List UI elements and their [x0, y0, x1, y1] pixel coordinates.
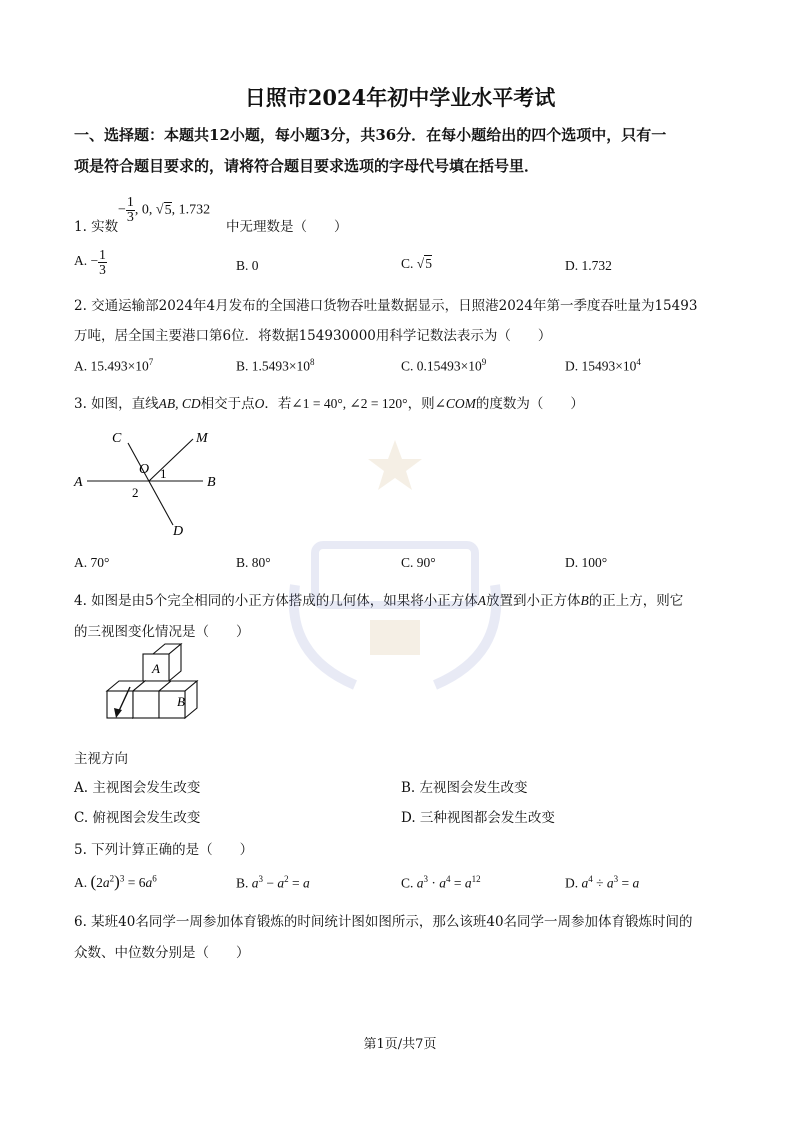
- q4-view-caption: 主视方向: [74, 751, 128, 767]
- q1-fraction: $\frac{1}{3}$: [126, 195, 134, 225]
- q2-line1: 2. 交通运输部2024年4月发布的全国港口货物吞吐量数据显示，日照港2024年第一季度吞吐量为15493: [74, 298, 698, 314]
- q2-option-b: B. $1.5493\times 10^8$: [236, 357, 315, 374]
- q4-option-b: B. 左视图会发生改变: [401, 780, 528, 796]
- q2-option-a: A. $15.493\times 10^7$: [74, 357, 154, 374]
- label-a: A: [74, 475, 83, 490]
- q1-option-b: B. 0: [236, 258, 259, 273]
- label-angle-1: 1: [160, 466, 167, 481]
- q4-option-c: C. 俯视图会发生改变: [74, 810, 201, 826]
- q4-option-d: D. 三种视图都会发生改变: [401, 810, 555, 826]
- q6-line1: 6. 某班40名同学一周参加体育锻炼的时间统计图如图所示，那么该班40名同学一周参加体育锻炼时间的: [74, 914, 693, 930]
- section-heading-line1: 一、选择题：本题共12小题，每小题3分，共36分．在每小题给出的四个选项中，只有一: [74, 126, 667, 144]
- q6-line2: 众数、中位数分别是（ ）: [74, 945, 250, 961]
- label-m: M: [196, 431, 208, 446]
- q5-option-c: C. $a^3 \cdot a^4 = a^{12}$: [401, 874, 481, 891]
- q1-option-d: D. 1.732: [565, 258, 612, 273]
- q4-line2: 的三视图变化情况是（ ）: [74, 624, 250, 640]
- q3-option-d: D. 100°: [565, 555, 608, 570]
- label-c: C: [112, 431, 122, 446]
- q3-line-figure: [70, 425, 230, 540]
- label-b: B: [207, 475, 216, 490]
- q5-option-d: D. $a^4 \div a^3 = a$: [565, 874, 640, 891]
- q1-numbers: − $\frac{1}{3}$ , 0, √5, 1.732: [118, 195, 211, 225]
- page-footer: 第1页/共7页: [363, 1037, 437, 1052]
- q2-option-c: C. $0.15493\times 10^9$: [401, 357, 487, 374]
- q3-option-a: A. 70°: [74, 555, 110, 570]
- exam-title: 日照市2024年初中学业水平考试: [244, 85, 556, 110]
- cube-b-label: B: [177, 694, 185, 709]
- q4-cube-figure: [102, 642, 212, 727]
- q1-option-a: A. − $\frac{1}{3}$: [74, 247, 106, 277]
- label-d: D: [173, 524, 184, 539]
- q2-line2: 万吨，居全国主要港口第6位．将数据154930000用科学记数法表示为（ ）: [74, 328, 552, 344]
- q2-option-d: D. $15493\times 10^4$: [565, 357, 641, 374]
- q4-line1: 4. 如图是由5个完全相同的小正方体搭成的几何体，如果将小正方体A放置到小正方体B的正上方，则它: [74, 593, 684, 609]
- section-heading-line2: 项是符合题目要求的，请将符合题目要求选项的字母代号填在括号里．: [74, 157, 540, 175]
- q5-option-a: A. $(2a^2)^3 = 6a^6$: [74, 872, 157, 891]
- ray-om: [149, 439, 193, 481]
- q5-stem: 5. 下列计算正确的是（ ）: [74, 842, 254, 858]
- q5-option-b: B. $a^3 - a^2 = a$: [236, 874, 310, 891]
- label-angle-2: 2: [132, 485, 139, 500]
- line-cd: [128, 443, 173, 525]
- q1-prefix: 1. 实数: [74, 219, 119, 235]
- q4-option-a: A. 主视图会发生改变: [74, 780, 201, 796]
- cube-a-label: A: [152, 661, 160, 676]
- q3-option-c: C. 90°: [401, 555, 436, 570]
- label-o: O: [139, 462, 150, 477]
- watermark-logo: [275, 435, 515, 705]
- q3-option-b: B. 80°: [236, 555, 271, 570]
- q1-option-c: C. √5: [401, 256, 432, 271]
- q1-suffix: 中无理数是（ ）: [226, 219, 348, 235]
- q3-stem: 3. 如图，直线AB, CD相交于点O．若∠1 = 40°, ∠2 = 120°，则∠COM的度数为（ ）: [74, 396, 584, 412]
